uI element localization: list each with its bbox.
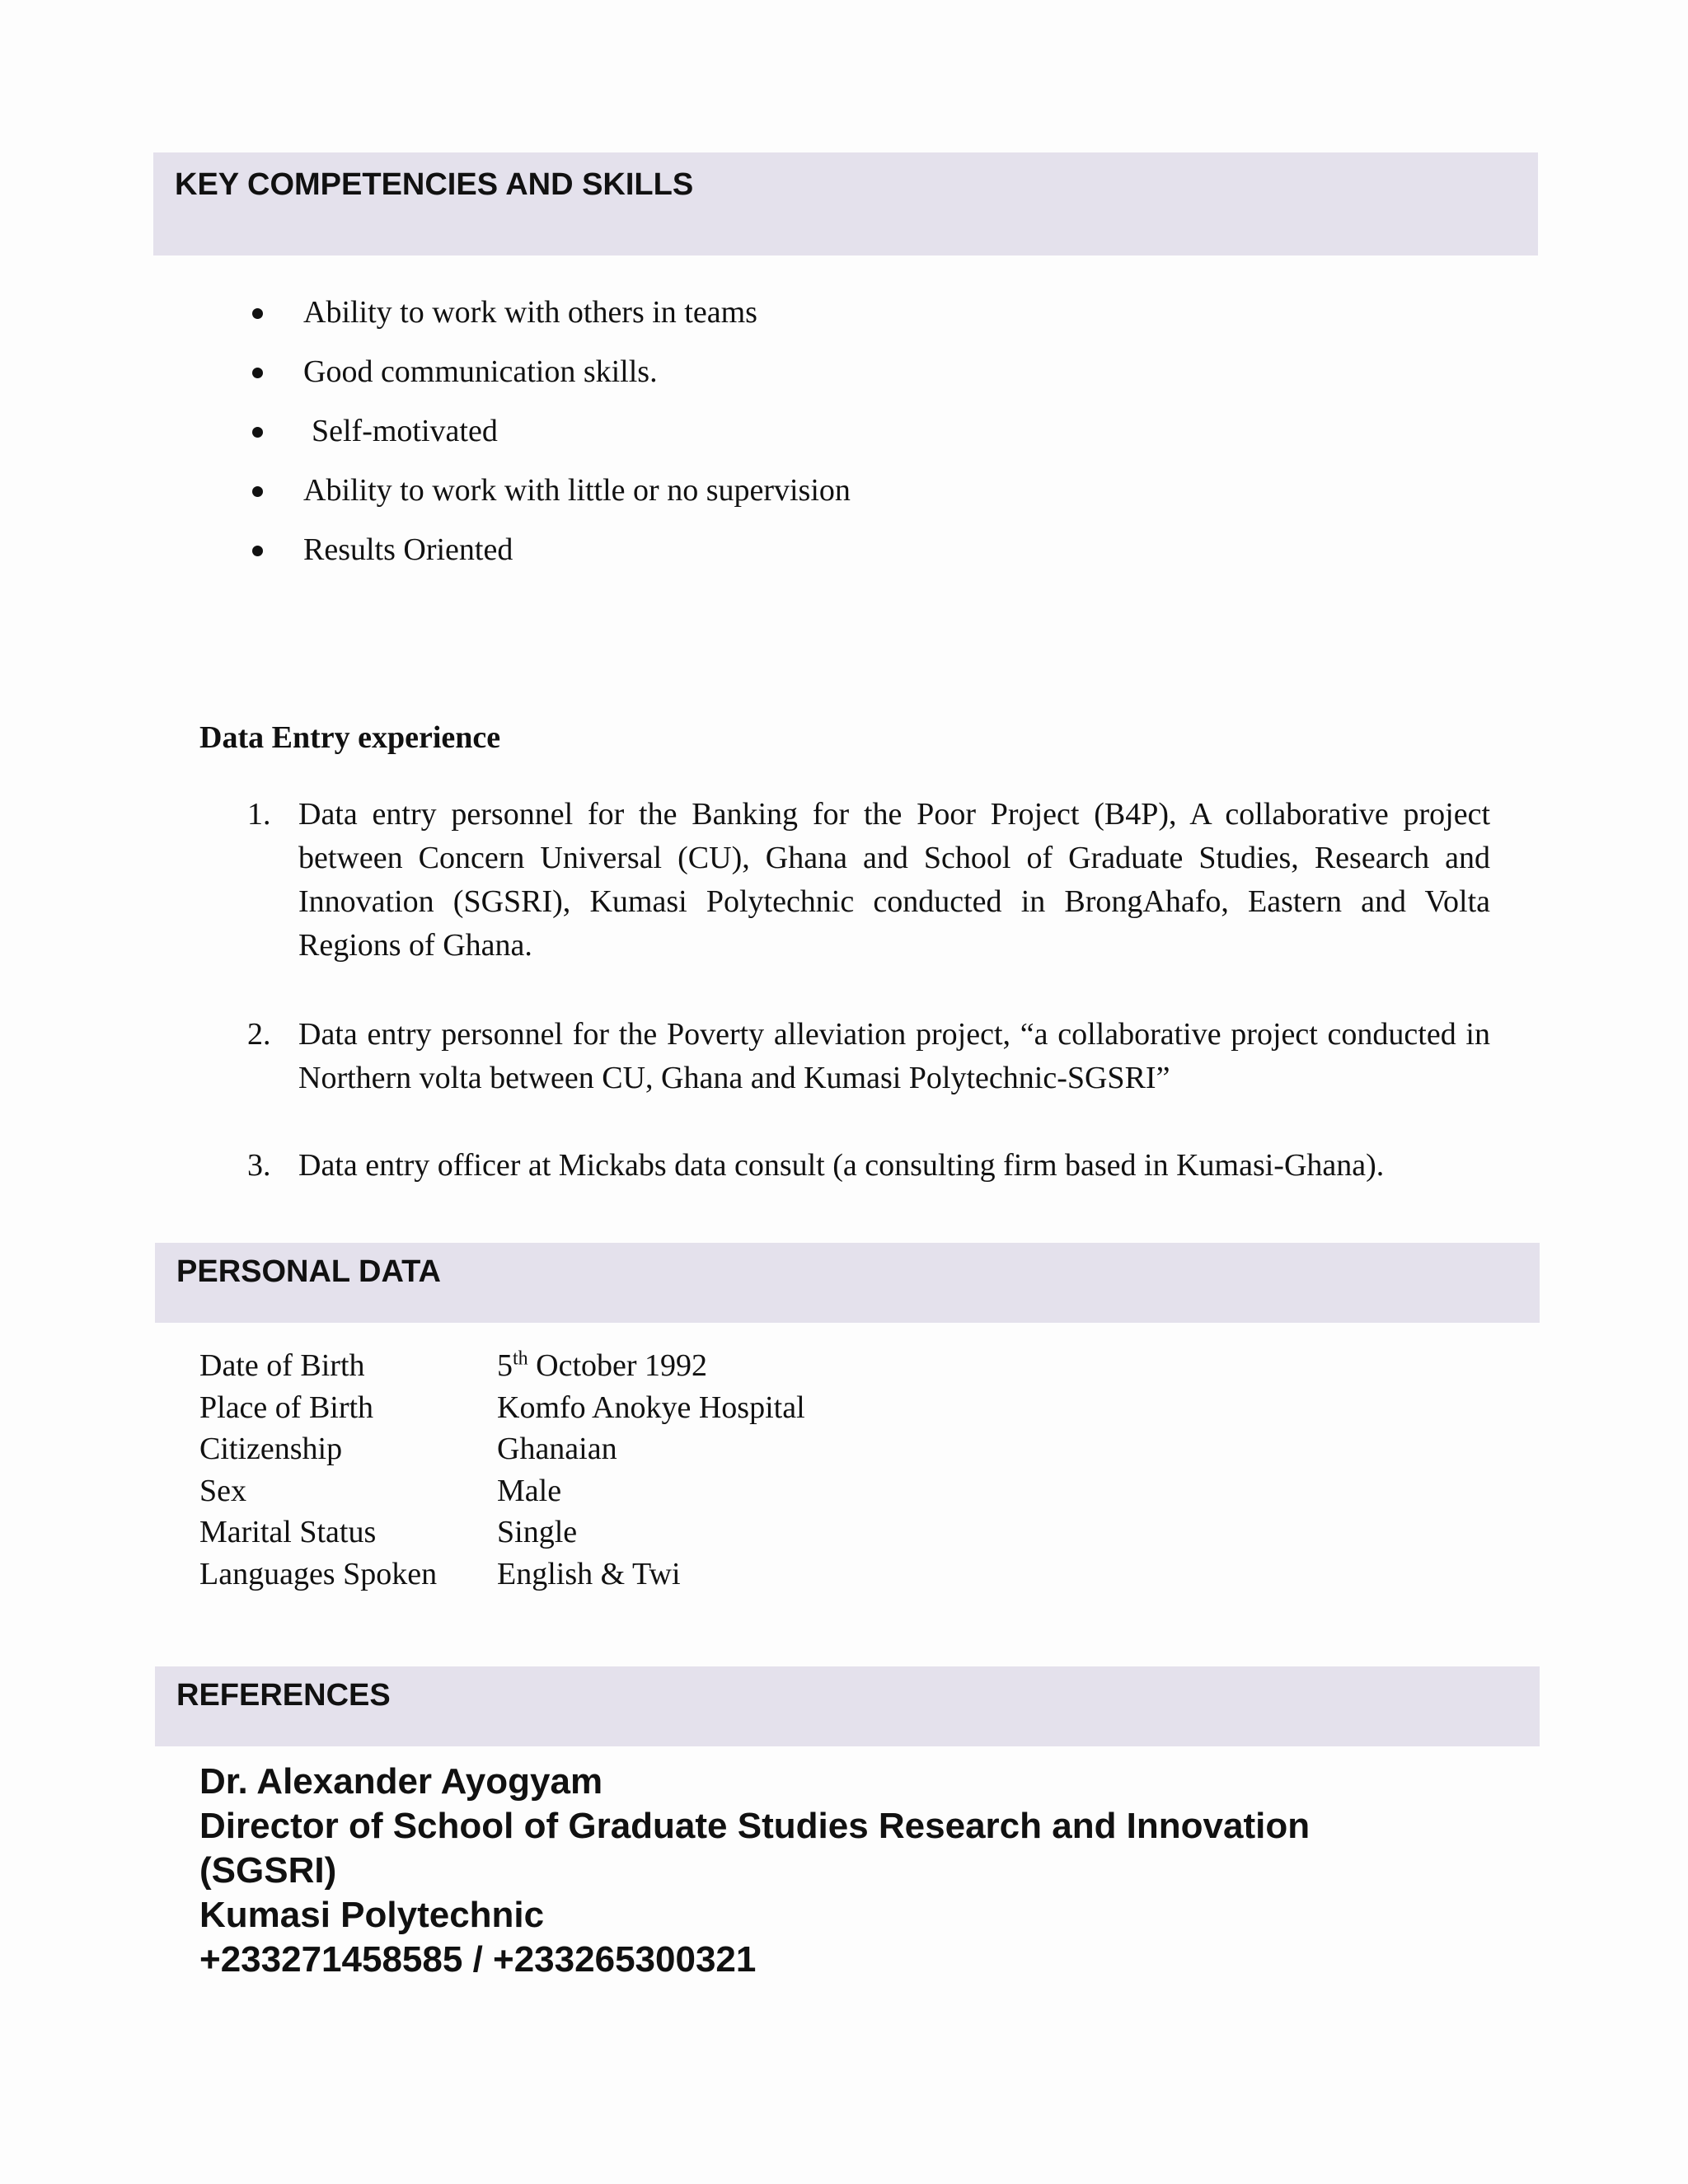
section-header-references [155,1666,1540,1746]
item-number: 3. [247,1148,271,1183]
section-title: PERSONAL DATA [176,1254,441,1289]
list-item [247,288,851,348]
reference-phone: +233271458585 / +233265300321 [199,1939,757,1980]
dob-suffix: th [513,1347,528,1370]
field-value: Male [497,1473,562,1508]
field-value: Komfo Anokye Hospital [497,1390,805,1425]
experience-item [247,1013,1490,1100]
bullet-icon [252,308,263,319]
bullet-icon [252,427,263,438]
field-label: Place of Birth [199,1390,374,1425]
reference-name: Dr. Alexander Ayogyam [199,1761,603,1802]
field-value: Ghanaian [497,1432,617,1466]
reference-title: Director of School of Graduate Studies Research and Innovation [199,1806,1311,1846]
skill-text: Results Oriented [303,532,513,567]
bullet-icon [252,546,263,556]
list-item [247,466,851,526]
field-label: Marital Status [199,1515,377,1549]
reference-institution: Kumasi Polytechnic [199,1895,545,1935]
skills-list [247,288,851,585]
reference-title-abbrev: (SGSRI) [199,1850,337,1891]
list-item [247,407,851,466]
item-text: Data entry personnel for the Poverty alleviation project, “a collaborative project conducted in Northern volta between CU, Ghana and Kumasi Polytechnic-SGSRI” [298,1017,1490,1095]
experience-heading: Data Entry experience [199,720,501,755]
list-item [247,348,851,407]
bullet-icon [252,486,263,497]
section-header-skills [153,152,1538,255]
skill-text: Ability to work with others in teams [303,295,757,330]
item-text: Data entry personnel for the Banking for the Poor Project (B4P), A collaborative project between Concern Universal (CU), Ghana and School of Graduate Studies, Research and Innovation (SGSRI), Kumasi Polytechnic conducted in BrongAhafo, Eastern and Volta Regions of Ghana. [298,797,1490,963]
field-value: English & Twi [497,1556,681,1591]
experience-item [247,1144,1490,1188]
section-header-personal-data [155,1243,1540,1323]
reference-block [199,1760,1485,1982]
dob-rest: October 1992 [528,1348,708,1383]
skill-text: Good communication skills. [303,354,658,389]
section-title: KEY COMPETENCIES AND SKILLS [175,167,694,202]
field-label: Languages Spoken [199,1556,438,1591]
field-label: Sex [199,1473,246,1508]
item-number: 2. [247,1017,271,1052]
field-label: Date of Birth [199,1348,365,1383]
skill-text: Ability to work with little or no supervision [303,473,851,508]
experience-item [247,793,1490,968]
field-value [497,1345,707,1386]
skill-text: Self-motivated [312,414,498,448]
item-number: 1. [247,797,271,832]
section-title: REFERENCES [176,1678,391,1713]
field-value: Single [497,1515,578,1549]
list-item [247,526,851,585]
field-label: Citizenship [199,1432,343,1466]
dob-day: 5 [497,1348,513,1383]
item-text: Data entry officer at Mickabs data consult (a consulting firm based in Kumasi-Ghana). [298,1148,1385,1183]
bullet-icon [252,368,263,378]
